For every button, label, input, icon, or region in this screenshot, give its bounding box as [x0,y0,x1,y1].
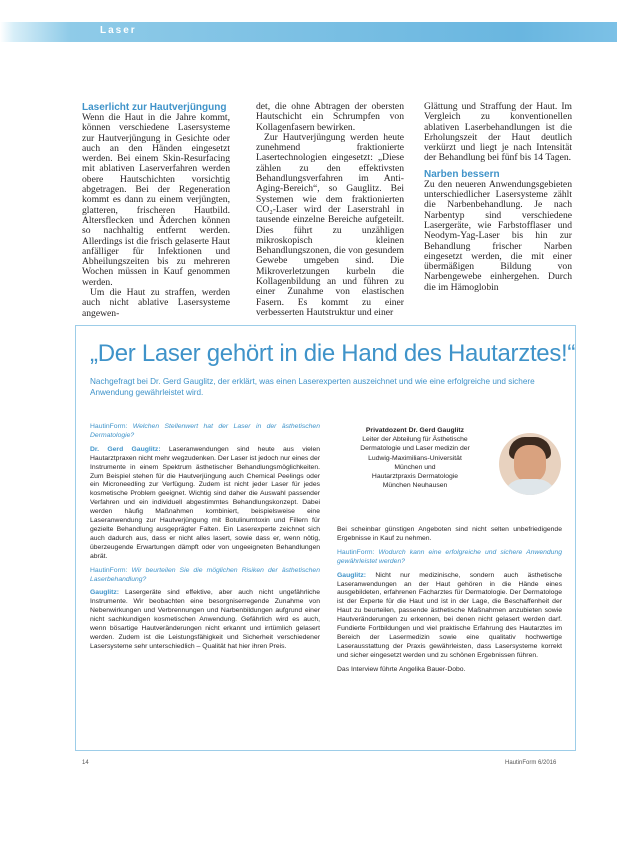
answer-label: Gauglitz: [337,571,367,579]
article-column-3 [424,102,572,293]
question-text: Wir beurteilen Sie die möglichen Risiken der ästhetischen Laserbehandlung? [90,566,320,583]
issue-label: HautinForm 6/2016 [505,760,557,766]
interview-answer [90,446,320,562]
section-label: Laser [100,25,137,36]
interview-title: „Der Laser gehört in die Hand des Hautarztes!“ [90,340,576,367]
profile-line: Hautarztpraxis Dermatologie [371,473,459,481]
article-paragraph: det, die ohne Abtragen der obersten Hautschicht ein Schrumpfen von Kollagenfasern bewirken. [256,101,404,133]
question-label: HautinForm: [337,548,375,556]
answer-text: Nicht nur medizinische, sondern auch ästhetische Laseranwendungen an der Haut gehören in die Hände eines ausgebildeten, erfahrenen Facharztes für Dermatologie. Der Dermatologe ist der Experte für die Haut und ist in der Lage, die Beschaffenheit der Haut zu beurteilen, passende ästhetische Maßnahmen anzubieten sowie Hautveränderungen zu erkennen, bei denen nicht gelasert werden darf. Fundierte Fortbildungen und viel praktische Erfahrung des Hautarztes im Bereich der Lasermedizin sowie eine qualitativ hochwertige Laserausstattung der Praxis gewährleisten, dass Lasersysteme korrekt und sicher eingesetzt werden und zu schönen Ergebnissen führen. [337,571,562,659]
page-number: 14 [82,760,89,766]
article-column-1 [82,102,230,319]
answer-text: Laseranwendungen sind heute aus vielen Hautarztpraxen nicht mehr wegzudenken. Der Laser ist jedoch nur eines der Instrumente in einem Spektrum ästhetischer Behandlungsmöglichkeiten. Zum Beispiel stehen für die Hautverjüngung auch Chemical Peelings oder ein Microneedling zur Verfügung. Zudem ist nicht jeder Laser für jedes kosmetische Problem geeignet. Wichtig sind daher die Auswahl passender Verfahren und ein individuell abgestimmtes Behandlungskonzept. Dabei werden häufig Maßnahmen kombiniert, beispielsweise eine Laseranwendung zur Hautverjüngung mit Botulinumtoxin und Fillern für gezielte Behandlung ausgeprägter Falten. Ein Laserexperte zeichnet sich auch dadurch aus, dass er nicht alles lasert, sowie dass er, wenn nötig, überzeugende Erwartungen dämpft oder von ungeeigneten Behandlungen abrät. [90,445,321,560]
interview-question [90,423,320,441]
profile-name: Privatdozent Dr. Gerd Gauglitz [365,427,465,434]
profile-line: Ludwig-Maximilians-Universität [368,454,462,462]
question-label: HautinForm: [90,423,128,430]
interview-question [90,567,320,585]
profile-line: Leiter der Abteilung für Ästhetische [362,436,468,444]
interview-intro: Nachgefragt bei Dr. Gerd Gauglitz, der erklärt, was einen Laserexperten auszeichnet und wie eine erfolgreiche und sichere Anwendung gewährleistet wird. [90,377,535,397]
profile-line: München Neuhausen [382,482,448,490]
interview-answer [90,589,320,651]
article-paragraph: Wenn die Haut in die Jahre kommt, können verschiedene Lasersysteme zur Hautverjüngung in Gesichte oder auch an den Händen eingesetzt werden. Bei einem Skin-Resurfacing mit ablativen Laserverfahren werden obere Hautschichten vorsichtig abgetragen. Bei der Regeneration kommt es dann zu einem verjüngten, glatteren, frischeren Hautbild. Altersflecken und Äderchen können so nachhaltig entfernt werden. Allerdings ist die frisch gelaserte Haut anfälliger für Infektionen und Abheilungszeiten bis zu mehreren Wochen müssen in Kauf genommen werden. [82,112,230,288]
interview-right-column [337,526,562,680]
interview-answer [337,572,562,661]
answer-label: Dr. Gerd Gauglitz: [90,445,161,453]
interview-box [75,325,576,751]
article-paragraph: Um die Haut zu straffen, werden auch nicht ablative Lasersysteme angewen- [82,287,230,319]
article-paragraph: Glättung und Straffung der Haut. Im Vergleich zu konventionellen ablativen Laserbehandlungen ist die Erholungszeit der Haut deutlich verkürzt und liegt je nach Intensität der Behandlung bei fünf bis 14 Tagen. [424,101,572,164]
answer-text: Lasergeräte sind effektive, aber auch nicht ungefährliche Instrumente. Wir beobachten eine besorgniserregende Zunahme von Nebenwirkungen und Verbrennungen und Narbenbildungen aufgrund einer nicht sachkundigen kosmetischen Anwendung. Gefährlich wird es auch, wenn bösartige Hautveränderungen nicht erkannt und irrtümlich gelasert werden. Zudem ist die Leistungsfähigkeit und Sicherheit verschiedener Lasersysteme sehr unterschiedlich – Qualität hat hier ihren Preis. [90,589,320,650]
interview-paragraph: Bei scheinbar günstigen Angeboten sind nicht selten unbefriedigende Ergebnisse in Kauf zu nehmen. [337,526,562,542]
answer-label: Gauglitz: [90,589,120,597]
portrait-photo [499,433,561,495]
article-column-2 [256,102,404,318]
question-label: HautinForm: [90,566,128,574]
article-paragraph: Zur Hautverjüngung werden heute zunehmend fraktionierte Lasertechnologien eingesetzt: „Diese zählen zu den effektivsten Behandlungsverfahren im Anti-Aging-Bereich“, so Gauglitz. Bei Systemen wie dem fraktionierten CO₂-Laser wird der Laserstrahl in tausende einzelne Bereiche aufgeteilt. Dies führt zu unzähligen mikroskopisch kleinen Behandlungszonen, die von gesundem Gewebe umgeben sind. Die Mikroverletzungen kurbeln die Kollagenbildung an und führen zu einer Zunahme von elastischen Fasern. Es kommt zu einer verbesserten Hautstruktur und einer [256,131,404,318]
interview-question [337,549,562,567]
question-text: Welchen Stellenwert hat der Laser in der ästhetischen Dermatologie? [90,423,320,439]
profile-line: München und [394,463,436,471]
article-heading-narben: Narben bessern [424,168,500,180]
interview-paragraph: Das Interview führte Angelika Bauer-Dobo. [337,665,466,673]
profile-line: Dermatologie und Laser medizin der [360,445,470,453]
article-paragraph: Zu den neueren Anwendungsgebieten unterschiedlicher Lasersysteme zählt die Narbenbehandlung. Je nach Narbentyp sind verschiedene Lasergeräte, wie Farbstofflaser und Neodym-Yag-Laser bis hin zur Behandlung frischer Narben eingesetzt werden, die mit einer übermäßigen Bildung von Narbengewebe einhergehen. Durch die im Hämoglobin [424,178,572,293]
profile-caption [337,426,493,490]
section-header-bar [0,22,617,42]
question-text: Wodurch kann eine erfolgreiche und sichere Anwendung gewährleistet werden? [337,548,562,565]
interview-left-column [90,423,320,657]
article-heading-hautverjuengung: Laserlicht zur Hautverjüngung [82,102,227,113]
